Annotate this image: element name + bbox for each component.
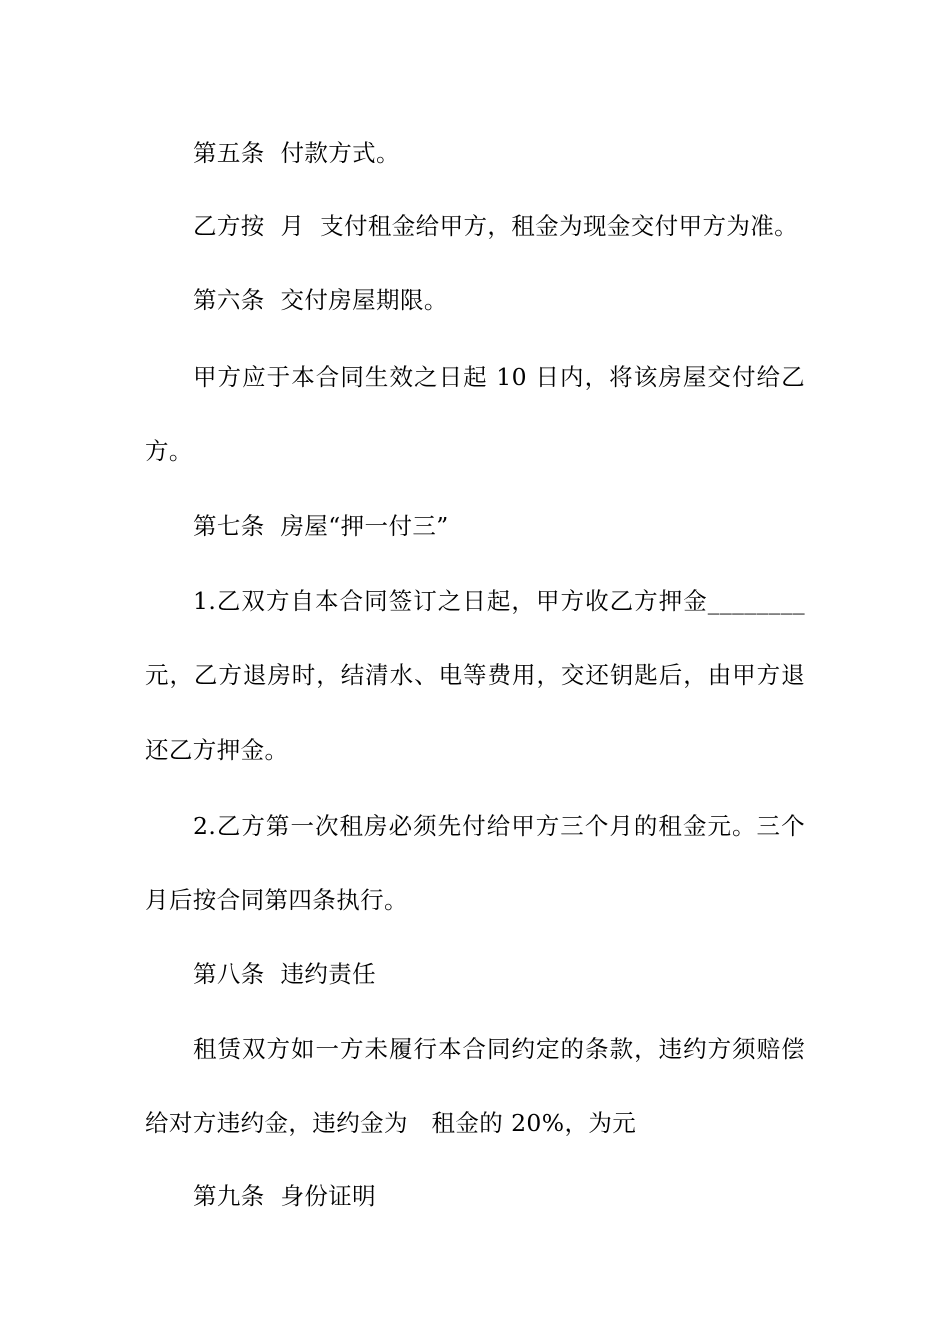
article-7-heading: 第七条 房屋“押一付三” (193, 512, 449, 540)
article-8-text-line-1: 租赁双方如一方未履行本合同约定的条款，违约方须赔偿 (193, 1035, 805, 1063)
article-8-text-line-2: 给对方违约金，违约金为 租金的 20%，为元 (145, 1109, 637, 1137)
article-6-heading: 第六条 交付房屋期限。 (193, 286, 448, 314)
article-5-text: 乙方按 月 支付租金给甲方，租金为现金交付甲方为准。 (193, 212, 799, 240)
article-6-text-line-1: 甲方应于本合同生效之日起 10 日内，将该房屋交付给乙 (193, 363, 805, 391)
article-7-item-2-line-1: 2.乙方第一次租房必须先付给甲方三个月的租金元。三个 (193, 812, 805, 840)
article-7-item-1-line-1: 1.乙双方自本合同签订之日起，甲方收乙方押金________ (193, 587, 805, 615)
article-7-item-1-line-3: 还乙方押金。 (145, 736, 289, 764)
article-9-heading: 第九条 身份证明 (193, 1182, 377, 1210)
article-6-text-line-2: 方。 (145, 437, 193, 465)
article-8-heading: 第八条 违约责任 (193, 960, 377, 988)
article-7-item-1-line-2: 元，乙方退房时，结清水、电等费用，交还钥匙后，由甲方退 (145, 661, 805, 689)
article-7-item-2-line-2: 月后按合同第四条执行。 (145, 886, 408, 914)
article-5-heading: 第五条 付款方式。 (193, 139, 400, 167)
